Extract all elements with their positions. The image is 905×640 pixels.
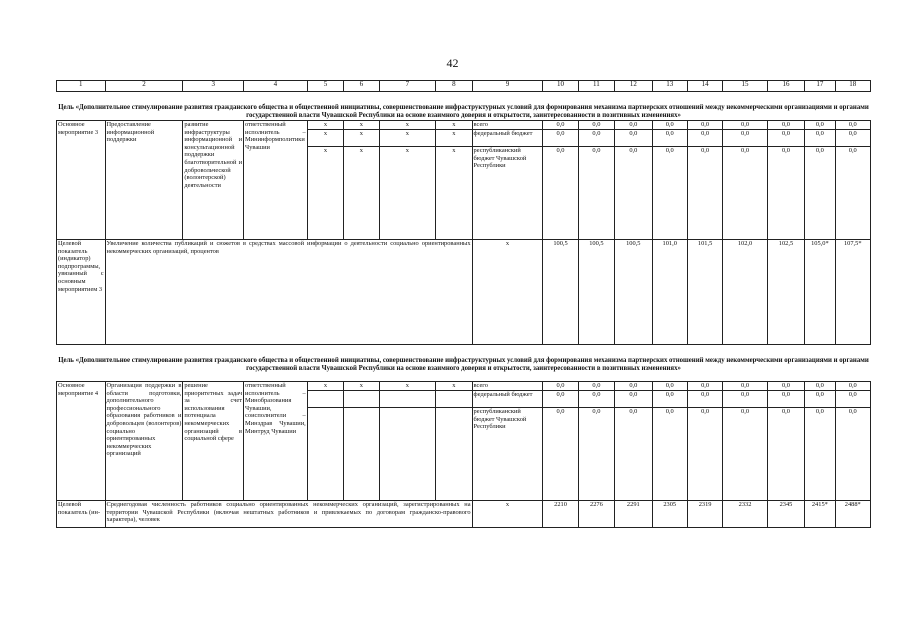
- code-cell: [379, 408, 436, 501]
- code-cell: х: [344, 121, 379, 130]
- code-cell: х: [379, 382, 436, 391]
- funding-row: [57, 121, 871, 130]
- page-number: 42: [446, 56, 459, 70]
- code-cell: х: [307, 382, 343, 391]
- indicator-value: 2210: [543, 501, 578, 528]
- funding-value: 0,0: [835, 130, 870, 147]
- column-number: 9: [472, 81, 543, 92]
- code-cell: х: [307, 147, 343, 240]
- column-number: 3: [183, 81, 244, 92]
- funding-value: 0,0: [543, 147, 578, 240]
- funding-source: федеральный бюджет: [472, 391, 543, 408]
- funding-value: 0,0: [687, 121, 722, 130]
- indicator-value: 100,5: [578, 240, 614, 345]
- funding-value: 0,0: [767, 121, 804, 130]
- funding-value: 0,0: [615, 391, 652, 408]
- indicator-row: [57, 240, 871, 345]
- column-number: 8: [436, 81, 472, 92]
- code-cell: [344, 391, 379, 408]
- program-table: [56, 80, 871, 528]
- funding-value: 0,0: [652, 408, 687, 501]
- funding-value: 0,0: [687, 147, 722, 240]
- funding-value: 0,0: [615, 408, 652, 501]
- code-cell: [307, 408, 343, 501]
- funding-value: 0,0: [835, 382, 870, 391]
- column-number: 4: [244, 81, 308, 92]
- indicator-value: 107,5*: [835, 240, 870, 345]
- funding-value: 0,0: [723, 130, 767, 147]
- activity-description: Организация поддержки в области подготовки, дополнительного профессионального образования работников и добровольцев (волонтеров) социально ориентированных некоммерческих организаций: [105, 382, 183, 501]
- funding-value: 0,0: [723, 391, 767, 408]
- indicator-text: Среднегодовая численность работников социально ориентированных некоммерческих организаций, зарегистрированных на территории Чувашской Республики (включая нештатных работников и привлекаемых по договорам гражданско-правового характера), человек: [105, 501, 472, 528]
- code-cell: х: [307, 121, 343, 130]
- funding-value: 0,0: [805, 391, 835, 408]
- funding-value: 0,0: [578, 147, 614, 240]
- activity-result: развитие инфраструктуры информационной и консультационной поддержки благотворительной и добровольческой (волонтерской) деятельности: [183, 121, 244, 240]
- funding-source: республиканский бюджет Чувашской Республики: [472, 147, 543, 240]
- indicator-value: 2332: [723, 501, 767, 528]
- funding-value: 0,0: [687, 408, 722, 501]
- funding-value: 0,0: [578, 382, 614, 391]
- funding-value: 0,0: [687, 130, 722, 147]
- funding-source: федеральный бюджет: [472, 130, 543, 147]
- funding-value: 0,0: [805, 130, 835, 147]
- funding-value: 0,0: [687, 382, 722, 391]
- funding-value: 0,0: [805, 147, 835, 240]
- indicator-value: 2276: [578, 501, 614, 528]
- column-number: 13: [652, 81, 687, 92]
- indicator-value: 2305: [652, 501, 687, 528]
- column-number: 5: [307, 81, 343, 92]
- funding-value: 0,0: [835, 391, 870, 408]
- funding-value: 0,0: [805, 121, 835, 130]
- goal-row-1: [57, 92, 871, 121]
- code-cell: [307, 391, 343, 408]
- indicator-value: 102,5: [767, 240, 804, 345]
- funding-value: 0,0: [652, 391, 687, 408]
- code-cell: х: [344, 147, 379, 240]
- code-cell: х: [436, 147, 472, 240]
- funding-value: 0,0: [835, 408, 870, 501]
- activity-result: решение приоритетных задач за счет использования потенциала некоммерческих организаций в социальной сфере: [183, 382, 244, 501]
- goal-text-1: Цель «Дополнительное стимулирование развития гражданского общества и общественной инициативы, совершенствование инфраструктурных условий для формирования механизма партнерских отношений между некоммерческими организациями и органами государственной власти Чувашской Республики на основе взаимного доверия и открытости, заинтересованности в позитивных изменениях»: [58, 104, 869, 119]
- funding-value: 0,0: [578, 130, 614, 147]
- funding-source: всего: [472, 382, 543, 391]
- funding-value: 0,0: [578, 391, 614, 408]
- funding-source: всего: [472, 121, 543, 130]
- column-number: 16: [767, 81, 804, 92]
- funding-value: 0,0: [767, 382, 804, 391]
- code-cell: х: [344, 382, 379, 391]
- indicator-value: 102,0: [723, 240, 767, 345]
- funding-value: 0,0: [543, 121, 578, 130]
- column-number: 10: [543, 81, 578, 92]
- indicator-value: 2345: [767, 501, 804, 528]
- indicator-x: х: [472, 501, 543, 528]
- funding-source: республиканский бюджет Чувашской Республики: [472, 408, 543, 501]
- column-number: 15: [723, 81, 767, 92]
- code-cell: х: [379, 147, 436, 240]
- column-number: 11: [578, 81, 614, 92]
- code-cell: х: [436, 130, 472, 147]
- funding-value: 0,0: [723, 408, 767, 501]
- responsible-executor: ответственный исполнитель – Минобразования Чувашии, соисполнители – Минздрав Чувашии, Минтруд Чувашии: [244, 382, 308, 501]
- funding-value: 0,0: [578, 121, 614, 130]
- funding-value: 0,0: [578, 408, 614, 501]
- column-number: 12: [615, 81, 652, 92]
- code-cell: х: [307, 130, 343, 147]
- funding-value: 0,0: [835, 147, 870, 240]
- funding-value: 0,0: [767, 408, 804, 501]
- code-cell: [344, 408, 379, 501]
- indicator-value: 101,5: [687, 240, 722, 345]
- column-number: 14: [687, 81, 722, 92]
- main-activity-label: Основное мероприятие 4: [57, 382, 106, 501]
- indicator-value: 100,5: [543, 240, 578, 345]
- column-number: 2: [105, 81, 183, 92]
- indicator-value: 105,0*: [805, 240, 835, 345]
- funding-value: 0,0: [543, 391, 578, 408]
- indicator-row: [57, 501, 871, 528]
- code-cell: [436, 408, 472, 501]
- funding-value: 0,0: [767, 147, 804, 240]
- indicator-value: 2488*: [835, 501, 870, 528]
- indicator-value: 2319: [687, 501, 722, 528]
- code-cell: х: [379, 130, 436, 147]
- code-cell: х: [344, 130, 379, 147]
- column-number-row: [57, 81, 871, 92]
- indicator-label: Целевой показатель (индикатор) подпрограммы, увязанный с основным мероприятием 3: [57, 240, 106, 345]
- code-cell: [436, 391, 472, 408]
- code-cell: х: [379, 121, 436, 130]
- funding-value: 0,0: [615, 121, 652, 130]
- funding-value: 0,0: [615, 147, 652, 240]
- funding-value: 0,0: [652, 382, 687, 391]
- goal-row-2: [57, 345, 871, 382]
- column-number: 1: [57, 81, 106, 92]
- responsible-executor: ответственный исполнитель – Мининформполитики Чувашии: [244, 121, 308, 240]
- indicator-value: 2291: [615, 501, 652, 528]
- funding-value: 0,0: [652, 130, 687, 147]
- table-body: [57, 81, 871, 528]
- column-number: 7: [379, 81, 436, 92]
- main-activity-label: Основное мероприятие 3: [57, 121, 106, 240]
- funding-value: 0,0: [615, 382, 652, 391]
- code-cell: х: [436, 121, 472, 130]
- funding-value: 0,0: [835, 121, 870, 130]
- funding-value: 0,0: [767, 130, 804, 147]
- indicator-value: 101,0: [652, 240, 687, 345]
- funding-value: 0,0: [652, 147, 687, 240]
- funding-value: 0,0: [723, 382, 767, 391]
- funding-row: [57, 382, 871, 391]
- indicator-text: Увеличение количества публикаций и сюжетов в средствах массовой информации о деятельности социально ориентированных некоммерческих организаций, процентов: [105, 240, 472, 345]
- code-cell: х: [436, 382, 472, 391]
- funding-value: 0,0: [543, 382, 578, 391]
- funding-value: 0,0: [805, 408, 835, 501]
- indicator-value: 2415*: [805, 501, 835, 528]
- funding-value: 0,0: [615, 130, 652, 147]
- activity-description: Предоставление информационной поддержки: [105, 121, 183, 240]
- funding-value: 0,0: [805, 382, 835, 391]
- funding-value: 0,0: [723, 121, 767, 130]
- funding-value: 0,0: [652, 121, 687, 130]
- funding-value: 0,0: [543, 130, 578, 147]
- funding-value: 0,0: [543, 408, 578, 501]
- code-cell: [379, 391, 436, 408]
- column-number: 17: [805, 81, 835, 92]
- funding-value: 0,0: [723, 147, 767, 240]
- goal-text-2: Цель «Дополнительное стимулирование развития гражданского общества и общественной инициативы, совершенствование инфраструктурных условий для формирования механизма партнерских отношений между некоммерческими организациями и органами государственной власти Чувашской Республики на основе взаимного доверия и открытости, заинтересованности в позитивных изменениях»: [58, 357, 869, 372]
- funding-value: 0,0: [687, 391, 722, 408]
- indicator-label: Целевой показатель (ин-: [57, 501, 106, 528]
- indicator-x: х: [472, 240, 543, 345]
- indicator-value: 100,5: [615, 240, 652, 345]
- column-number: 18: [835, 81, 870, 92]
- funding-value: 0,0: [767, 391, 804, 408]
- column-number: 6: [344, 81, 379, 92]
